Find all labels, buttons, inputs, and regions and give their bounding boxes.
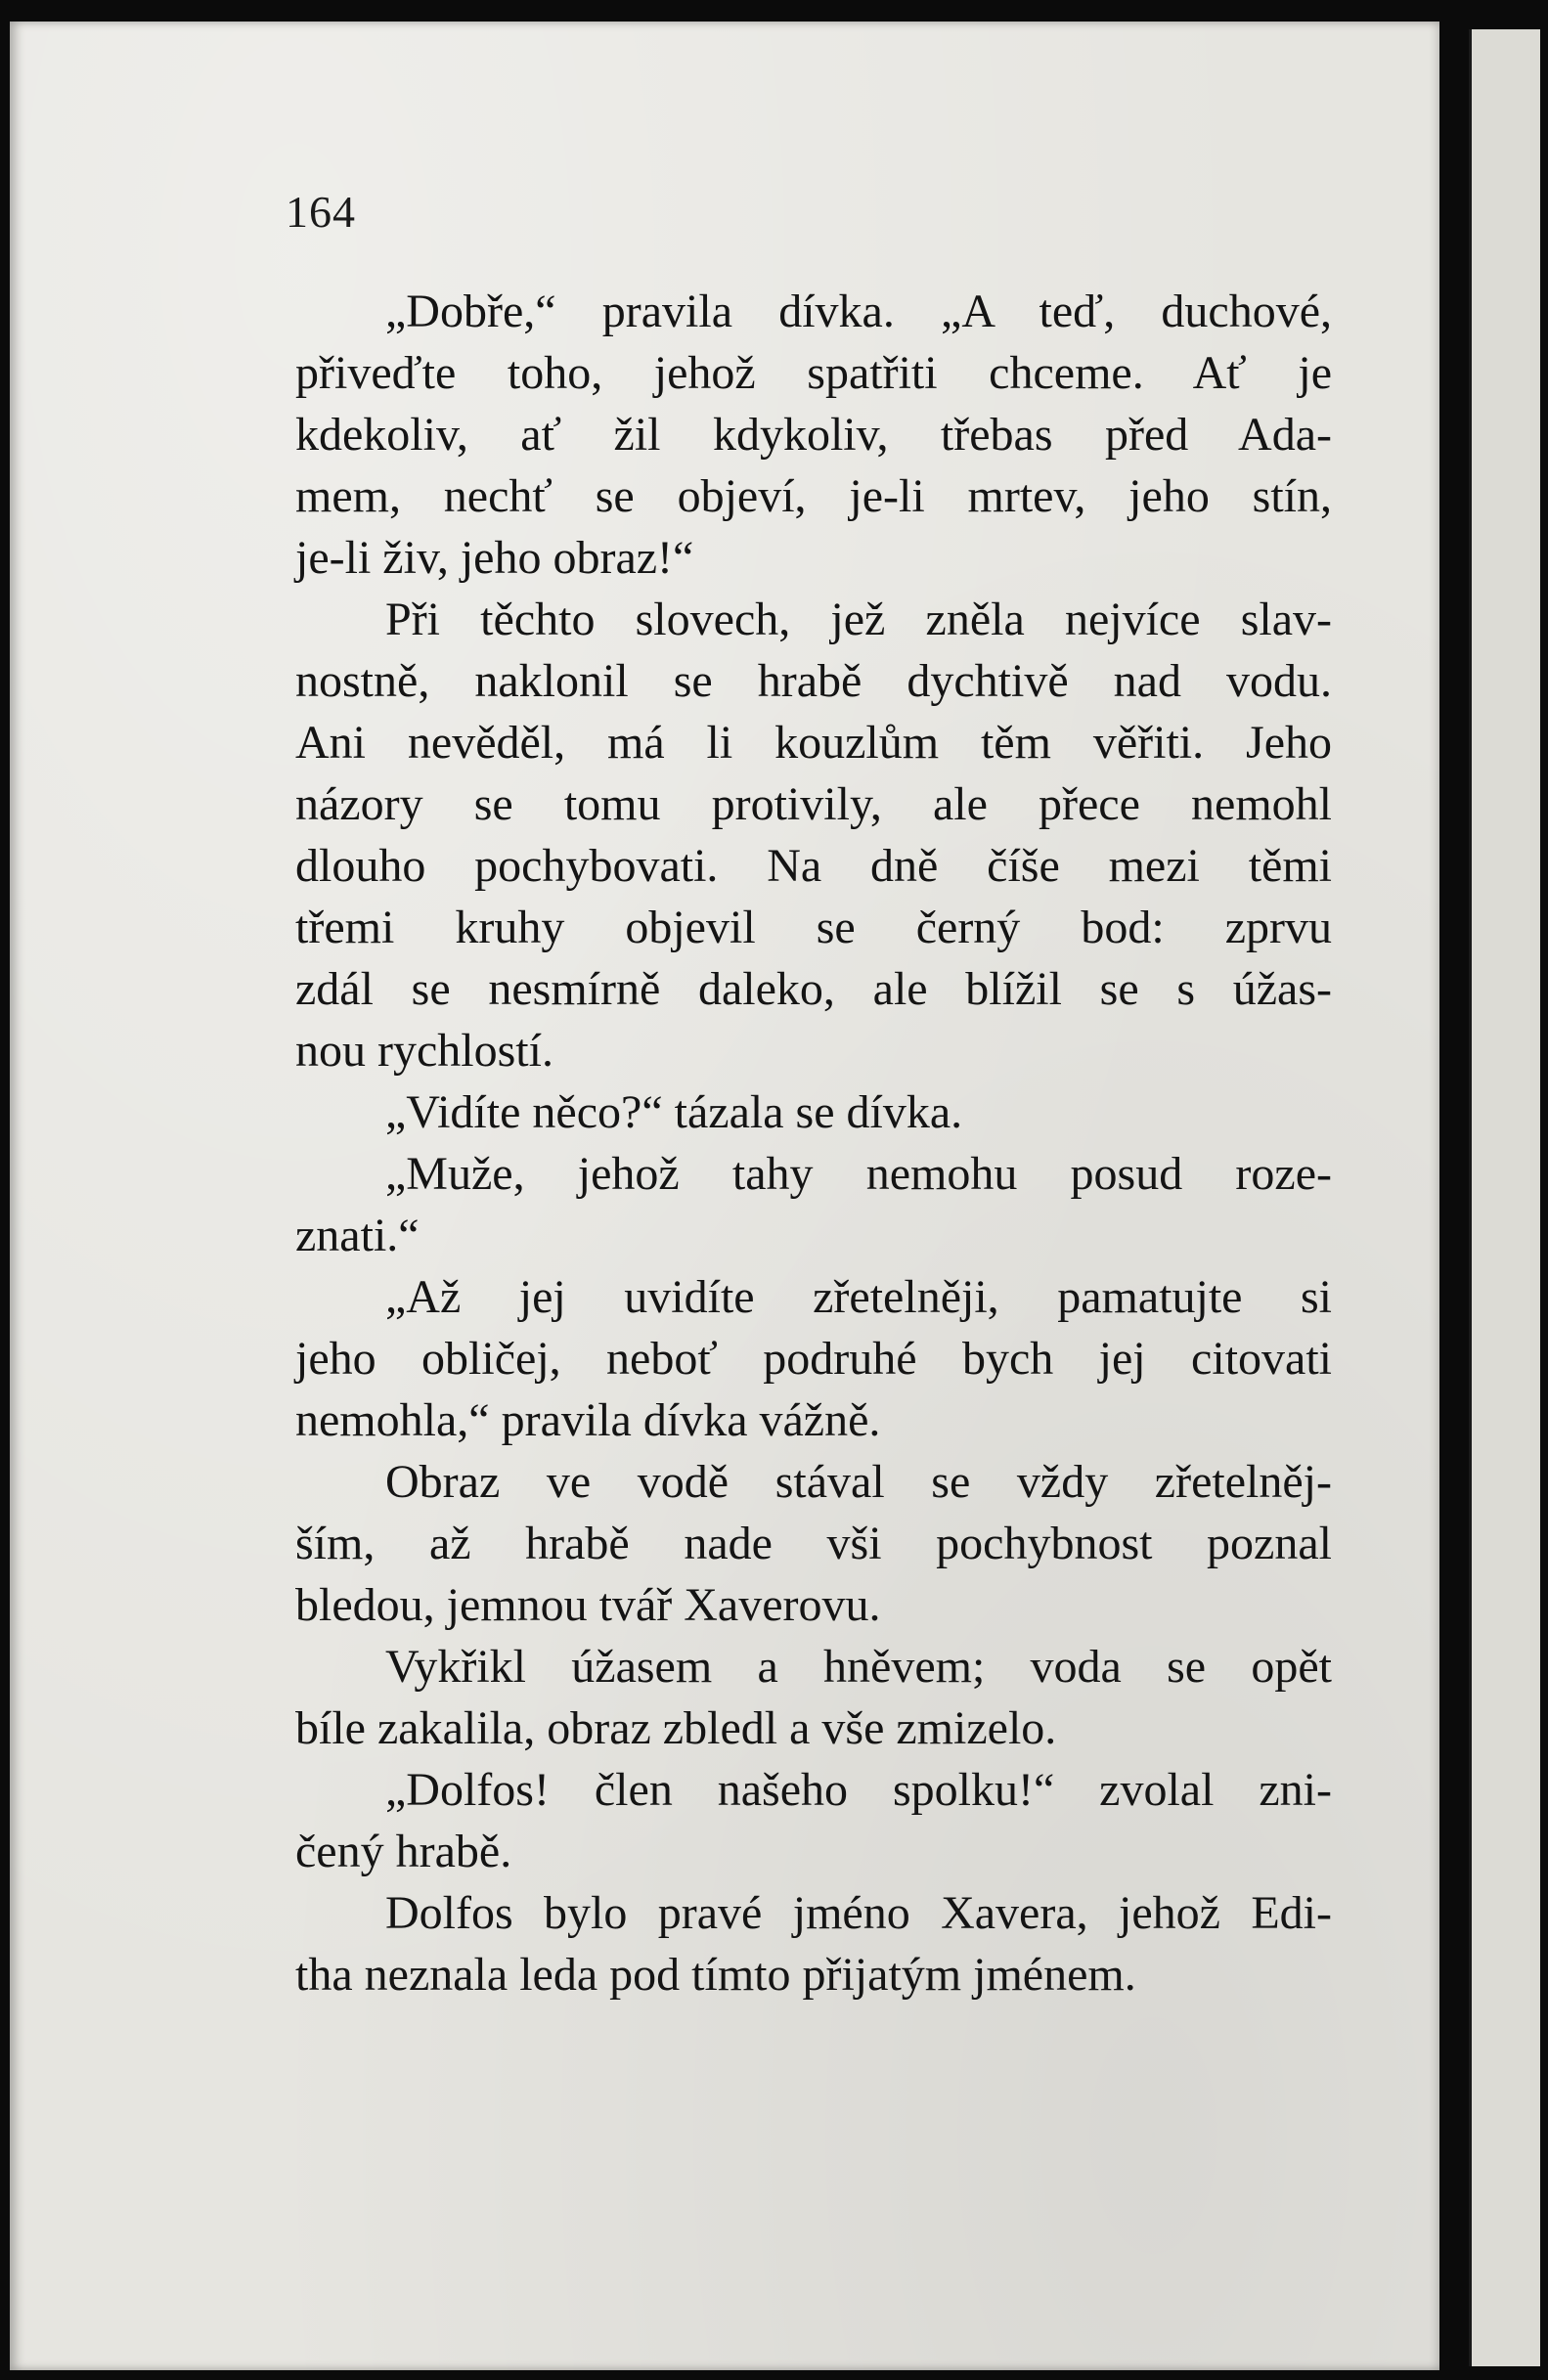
text-line: přiveďte toho, jehož spatřiti chceme. Ať je — [295, 347, 1332, 399]
text-line: „Až jej uvidíte zřetelněji, pamatujte si — [385, 1271, 1332, 1323]
text-line: bledou, jemnou tvář Xaverovu. — [295, 1579, 881, 1631]
body-text — [295, 281, 1332, 2005]
text-line: Při těchto slovech, jež zněla nejvíce slav- — [385, 594, 1332, 645]
text-line: mem, nechť se objeví, je-li mrtev, jeho stín, — [295, 470, 1332, 522]
text-line: kdekoliv, ať žil kdykoliv, třebas před Ada- — [295, 409, 1332, 461]
text-line: „Muže, jehož tahy nemohu posud roze- — [385, 1148, 1332, 1200]
text-line: čený hrabě. — [295, 1826, 512, 1877]
text-line: Ani nevěděl, má li kouzlům těm věřiti. Jeho — [295, 717, 1332, 769]
text-line: „Dolfos! člen našeho spolku!“ zvolal zni- — [385, 1764, 1332, 1816]
text-line: Obraz ve vodě stával se vždy zřetelněj- — [385, 1456, 1332, 1508]
text-line: Dolfos bylo pravé jméno Xavera, jehož Edi- — [385, 1887, 1332, 1939]
text-line: dlouho pochybovati. Na dně číše mezi těmi — [295, 840, 1332, 892]
text-line: nemohla,“ pravila dívka vážně. — [295, 1394, 881, 1446]
text-line: nou rychlostí. — [295, 1025, 553, 1077]
text-line: „Dobře,“ pravila dívka. „A teď, duchové, — [385, 286, 1332, 337]
text-line: ším, až hrabě nade vši pochybnost poznal — [295, 1518, 1332, 1569]
text-line: jeho obličej, neboť podruhé bych jej citovati — [295, 1333, 1332, 1385]
text-line: třemi kruhy objevil se černý bod: zprvu — [295, 902, 1332, 953]
adjacent-page-edge — [1469, 29, 1540, 2366]
text-line: bíle zakalila, obraz zbledl a vše zmizelo. — [295, 1702, 1057, 1754]
text-line: Vykřikl úžasem a hněvem; voda se opět — [385, 1641, 1332, 1693]
page-number: 164 — [286, 187, 356, 237]
page-sheet — [10, 22, 1439, 2370]
text-line: „Vidíte něco?“ tázala se dívka. — [385, 1086, 963, 1138]
text-line: je-li živ, jeho obraz!“ — [295, 532, 694, 584]
text-line: znati.“ — [295, 1210, 420, 1261]
text-line: tha neznala leda pod tímto přijatým jménem. — [295, 1949, 1136, 2001]
text-line: nostně, naklonil se hrabě dychtivě nad vodu. — [295, 655, 1332, 707]
text-line: názory se tomu protivily, ale přece nemohl — [295, 778, 1332, 830]
text-line: zdál se nesmírně daleko, ale blížil se s úžas- — [295, 963, 1332, 1015]
